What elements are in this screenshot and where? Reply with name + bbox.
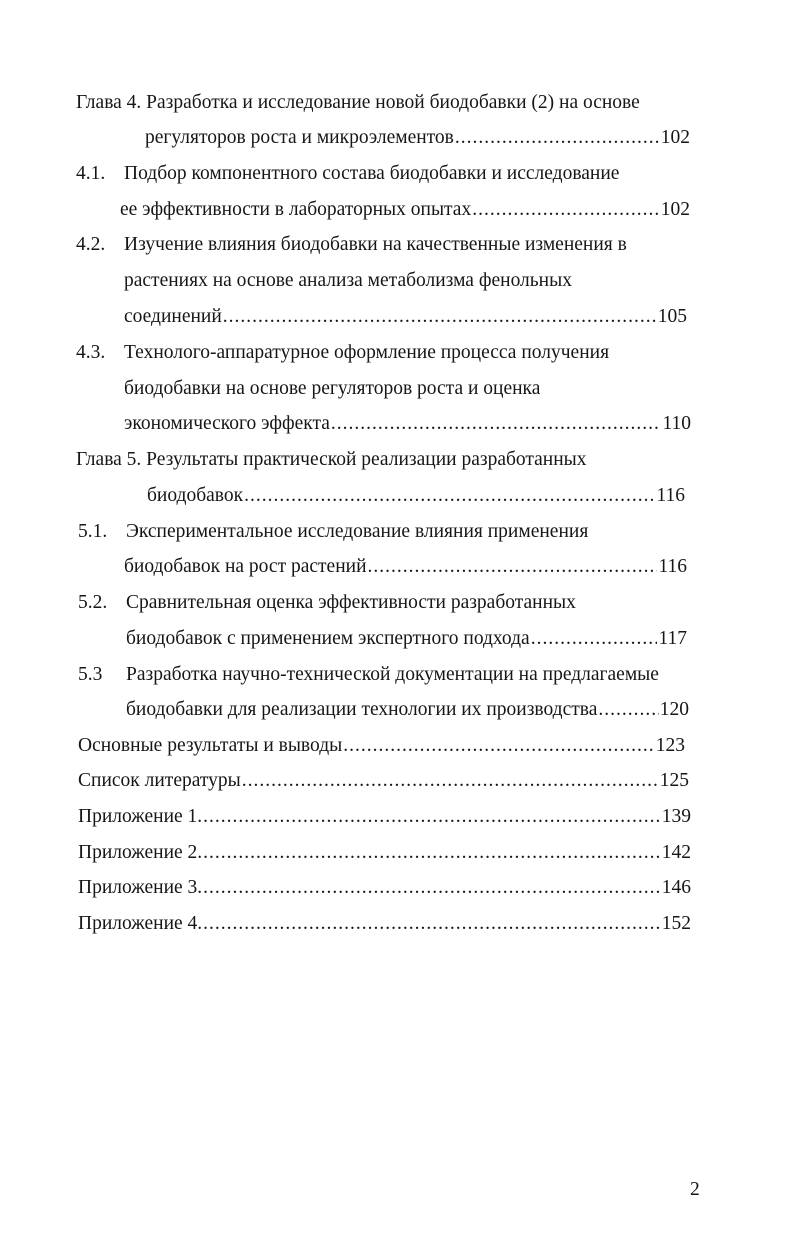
toc-s51-page: 116 xyxy=(658,556,687,577)
toc-references-page: 125 xyxy=(659,770,689,791)
toc-appendix-1-entry[interactable] xyxy=(78,805,691,829)
dot-leader xyxy=(203,841,661,865)
toc-s52-entry[interactable] xyxy=(126,627,687,651)
toc-references-label: Список литературы xyxy=(78,770,241,791)
toc-s43-entry[interactable] xyxy=(124,412,691,436)
dot-leader xyxy=(203,805,661,829)
toc-s41-line2: ее эффективности в лабораторных опытах xyxy=(120,199,472,220)
toc-ch5-line1: Глава 5. Результаты практической реализации разработанных xyxy=(76,449,587,470)
toc-s42-page: 105 xyxy=(657,306,687,327)
dot-leader xyxy=(343,734,655,758)
toc-appendix-2-label: Приложение 2. xyxy=(78,842,203,863)
dot-leader xyxy=(242,769,659,793)
toc-results-label: Основные результаты и выводы xyxy=(78,735,343,756)
toc-appendix-3-page: 146 xyxy=(661,877,691,898)
toc-s42-entry[interactable] xyxy=(124,305,687,329)
toc-s53-number: 5.3 xyxy=(78,664,103,685)
toc-s52-page: 117 xyxy=(658,628,687,649)
toc-s42-line2: растениях на основе анализа метаболизма фенольных xyxy=(124,270,572,291)
toc-s53-page: 120 xyxy=(659,699,689,720)
toc-s43-page: 110 xyxy=(662,413,691,434)
toc-s43-line1: Технолого-аппаратурное оформление процесса получения xyxy=(124,342,610,363)
dot-leader xyxy=(203,912,661,936)
toc-s53-line2: биодобавки для реализации технологии их производства xyxy=(126,699,598,720)
dot-leader xyxy=(244,484,655,508)
toc-appendix-2-page: 142 xyxy=(661,842,691,863)
toc-results-page: 123 xyxy=(655,735,685,756)
toc-ch4-line1: Глава 4. Разработка и исследование новой биодобавки (2) на основе xyxy=(76,92,640,113)
toc-results-entry[interactable] xyxy=(78,734,685,758)
toc-ch5-page: 116 xyxy=(656,485,685,506)
toc-s52-line1: Сравнительная оценка эффективности разработанных xyxy=(126,592,576,613)
toc-s41-entry[interactable] xyxy=(120,198,690,222)
toc-s51-line1: Экспериментальное исследование влияния применения xyxy=(126,521,589,542)
toc-s53-line1: Разработка научно-технической документации на предлагаемые xyxy=(126,664,659,685)
toc-s42-line1: Изучение влияния биодобавки на качественные изменения в xyxy=(124,234,627,255)
toc-ch5-line2: биодобавок xyxy=(147,485,244,506)
toc-s52-line2: биодобавок с применением экспертного подхода xyxy=(126,628,530,649)
toc-s41-number: 4.1. xyxy=(76,163,106,184)
toc-s51-line2: биодобавок на рост растений xyxy=(124,556,367,577)
toc-appendix-4-entry[interactable] xyxy=(78,912,691,936)
toc-s43-number: 4.3. xyxy=(76,342,106,363)
dot-leader xyxy=(598,698,658,722)
toc-s53-entry[interactable] xyxy=(126,698,689,722)
toc-ch4-page: 102 xyxy=(660,127,690,148)
toc-appendix-3-entry[interactable] xyxy=(78,876,691,900)
toc-ch4-line2: регуляторов роста и микроэлементов xyxy=(145,127,454,148)
toc-references-entry[interactable] xyxy=(78,769,689,793)
toc-ch4-entry[interactable] xyxy=(145,126,690,150)
toc-ch5-entry[interactable] xyxy=(147,484,685,508)
dot-leader xyxy=(472,198,660,222)
toc-appendix-4-page: 152 xyxy=(661,913,691,934)
dot-leader xyxy=(331,412,662,436)
toc-appendix-1-label: Приложение 1. xyxy=(78,806,203,827)
page-number: 2 xyxy=(690,1179,700,1200)
toc-appendix-1-page: 139 xyxy=(661,806,691,827)
dot-leader xyxy=(223,305,657,329)
toc-s43-line3: экономического эффекта xyxy=(124,413,330,434)
dot-leader xyxy=(203,876,661,900)
toc-appendix-2-entry[interactable] xyxy=(78,841,691,865)
dot-leader xyxy=(531,627,658,651)
toc-s51-entry[interactable] xyxy=(124,555,687,579)
toc-appendix-3-label: Приложение 3. xyxy=(78,877,203,898)
dot-leader xyxy=(455,126,660,150)
toc-appendix-4-label: Приложение 4. xyxy=(78,913,203,934)
toc-s42-line3: соединений xyxy=(124,306,222,327)
toc-s42-number: 4.2. xyxy=(76,234,106,255)
toc-s52-number: 5.2. xyxy=(78,592,108,613)
toc-s51-number: 5.1. xyxy=(78,521,108,542)
toc-s41-line1: Подбор компонентного состава биодобавки и исследование xyxy=(124,163,620,184)
toc-s41-page: 102 xyxy=(660,199,690,220)
dot-leader xyxy=(368,555,658,579)
toc-s43-line2: биодобавки на основе регуляторов роста и оценка xyxy=(124,378,541,399)
